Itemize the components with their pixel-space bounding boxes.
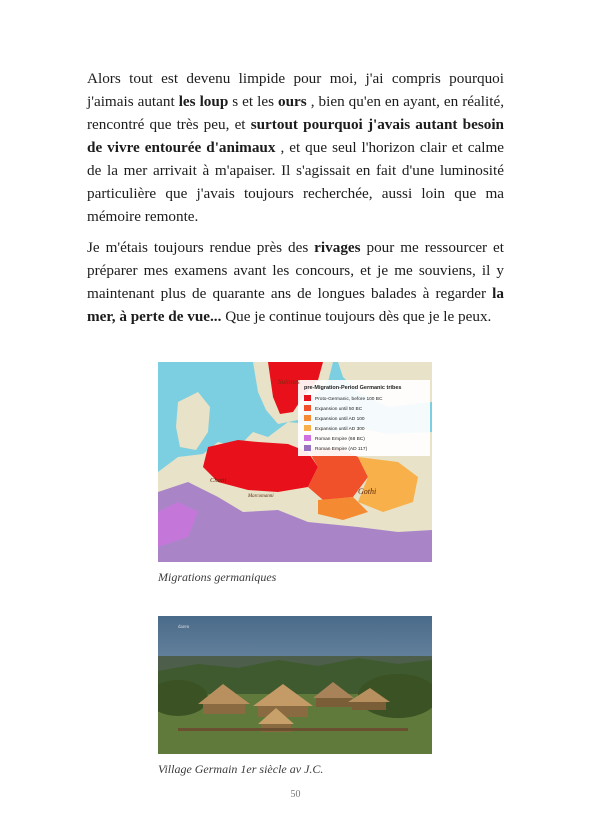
germanic-village-image (158, 616, 432, 754)
village-watermark: daren (178, 625, 190, 630)
village-caption: Village Germain 1er siècle av J.C. (158, 762, 324, 776)
legend-swatch (304, 395, 311, 401)
page-number: 50 (290, 789, 301, 800)
label-suiones: Suiones (278, 378, 300, 386)
germanic-migrations-map (158, 362, 432, 562)
p1-bold-ours: ours (278, 93, 307, 110)
label-marcomanni: Marcomanni (248, 494, 274, 499)
p1-text-4: , et que seul l'horizon clair et calme de la mer arrivait à m'apaiser. Il s'agissait en fait d'une luminosité particulière que j'avais toujours recherchée, aussi loin que ma mémoire remonte. (87, 139, 504, 225)
p2-bold-rivages: rivages (314, 239, 361, 256)
paragraph-2 (87, 236, 504, 328)
legend-label: Roman Empire (68 BC) (315, 437, 365, 442)
p1-text-2: s et les (228, 93, 279, 110)
map-caption: Migrations germaniques (158, 570, 277, 584)
p1-bold-loup: les loup (178, 93, 229, 110)
legend-swatch (304, 415, 311, 421)
label-chatti: Chatti (210, 477, 227, 484)
legend-label: Expansion until AD 300 (315, 427, 365, 432)
legend-swatch (304, 425, 311, 431)
legend-label: Expansion until AD 100 (315, 417, 365, 422)
map-legend (298, 380, 430, 456)
legend-label: Proto-Germanic, before 100 BC (315, 397, 383, 402)
p1-text-1: Alors tout est devenu limpide pour moi, j'ai compris pourquoi j'aimais autant (87, 70, 504, 110)
p1-bold-animaux: surtout pourquoi j'avais autant besoin de vivre entourée d'animaux (87, 116, 505, 156)
p2-text-2: pour me ressourcer et préparer mes examens avant les concours, et je me souviens, il y maintenant plus de quarante ans de longues balades à regarder (87, 239, 504, 302)
p2-text-3: Que je continue toujours dès que je le peux. (221, 308, 492, 325)
legend-label: Expansion until 50 BC (315, 407, 363, 412)
p1-text-3: , bien qu'en en ayant, en réalité, rencontré que très peu, et (87, 93, 504, 133)
paragraph-1 (87, 67, 504, 228)
p2-text-1: Je m'étais toujours rendue près des (87, 239, 315, 256)
p2-bold-mer: la mer, à perte de vue... (87, 285, 504, 325)
legend-label: Roman Empire (AD 117) (315, 447, 368, 452)
label-gothi: Gothi (358, 487, 377, 496)
legend-swatch (304, 405, 311, 411)
legend-title: pre-Migration-Period Germanic tribes (304, 385, 402, 391)
legend-swatch (304, 435, 311, 441)
legend-swatch (304, 445, 311, 451)
